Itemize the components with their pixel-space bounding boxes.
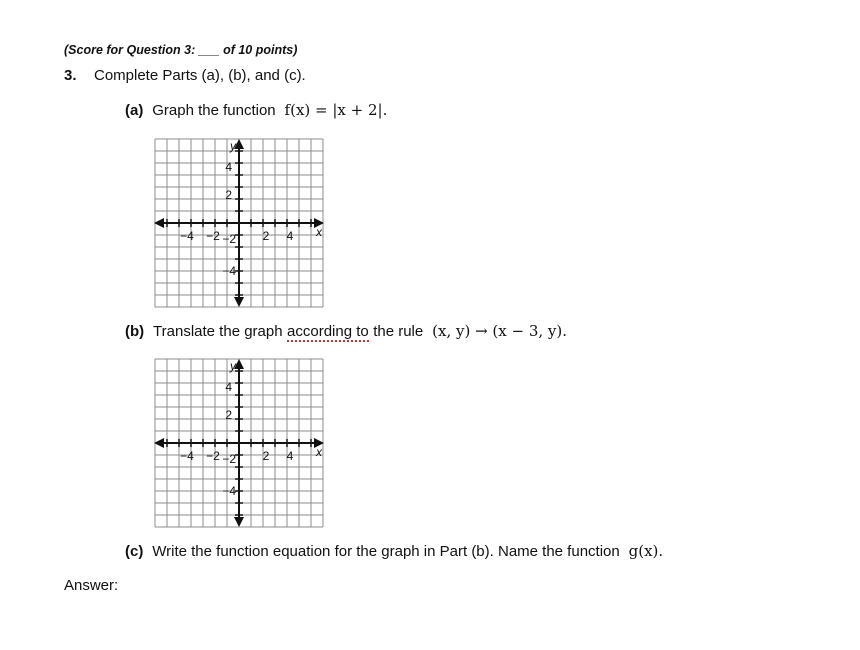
x-tick-label: −4 [180,229,194,243]
part-c-label: (c) [125,543,144,560]
part-c-function: g(x). [628,542,664,560]
part-c-text: Write the function equation for the graph in Part (b). Name the function [152,543,620,560]
y-tick-label: −2 [222,232,236,246]
part-c-instruction [125,542,663,561]
y-axis-arrow-down-icon [234,297,244,307]
part-b-instruction [125,322,567,341]
x-tick-label: 2 [262,229,270,243]
x-tick-label: −2 [206,229,220,243]
answer-label: Answer: [64,577,119,594]
question-number: 3. [64,67,77,84]
x-tick-label: 2 [262,449,270,463]
y-axis-arrow-down-icon [234,517,244,527]
y-tick-label: 2 [225,188,232,202]
score-header: (Score for Question 3: ___ of 10 points) [64,43,298,57]
part-a-function: f(x) = |x + 2|. [284,101,388,119]
x-tick-label: 4 [286,449,294,463]
x-tick-label: 4 [286,229,294,243]
part-b-text-before: Translate the graph [153,323,283,340]
part-a-label: (a) [125,102,144,119]
x-axis-label: x [316,225,322,239]
part-b-text-after: the rule [373,323,424,340]
question-prompt: Complete Parts (a), (b), and (c). [94,67,306,84]
y-tick-label: 4 [225,380,232,394]
y-tick-label: −4 [222,264,236,278]
y-axis-label: y [230,359,236,373]
y-tick-label: −4 [222,484,236,498]
y-tick-label: −2 [222,452,236,466]
part-a-text: Graph the function [152,102,276,119]
y-tick-label: 2 [225,408,232,422]
x-tick-label: −4 [180,449,194,463]
y-tick-label: 4 [225,160,232,174]
y-axis-label: y [230,139,236,153]
part-b-rule: (x, y) → (x − 3, y). [432,322,568,340]
x-axis-label: x [316,445,322,459]
part-b-label: (b) [125,323,145,340]
coordinate-grid-b[interactable] [153,357,325,529]
coordinate-grid-a[interactable] [153,137,325,309]
part-b-text-flagged: according to [287,323,369,340]
part-a-instruction [125,101,387,120]
x-tick-label: −2 [206,449,220,463]
